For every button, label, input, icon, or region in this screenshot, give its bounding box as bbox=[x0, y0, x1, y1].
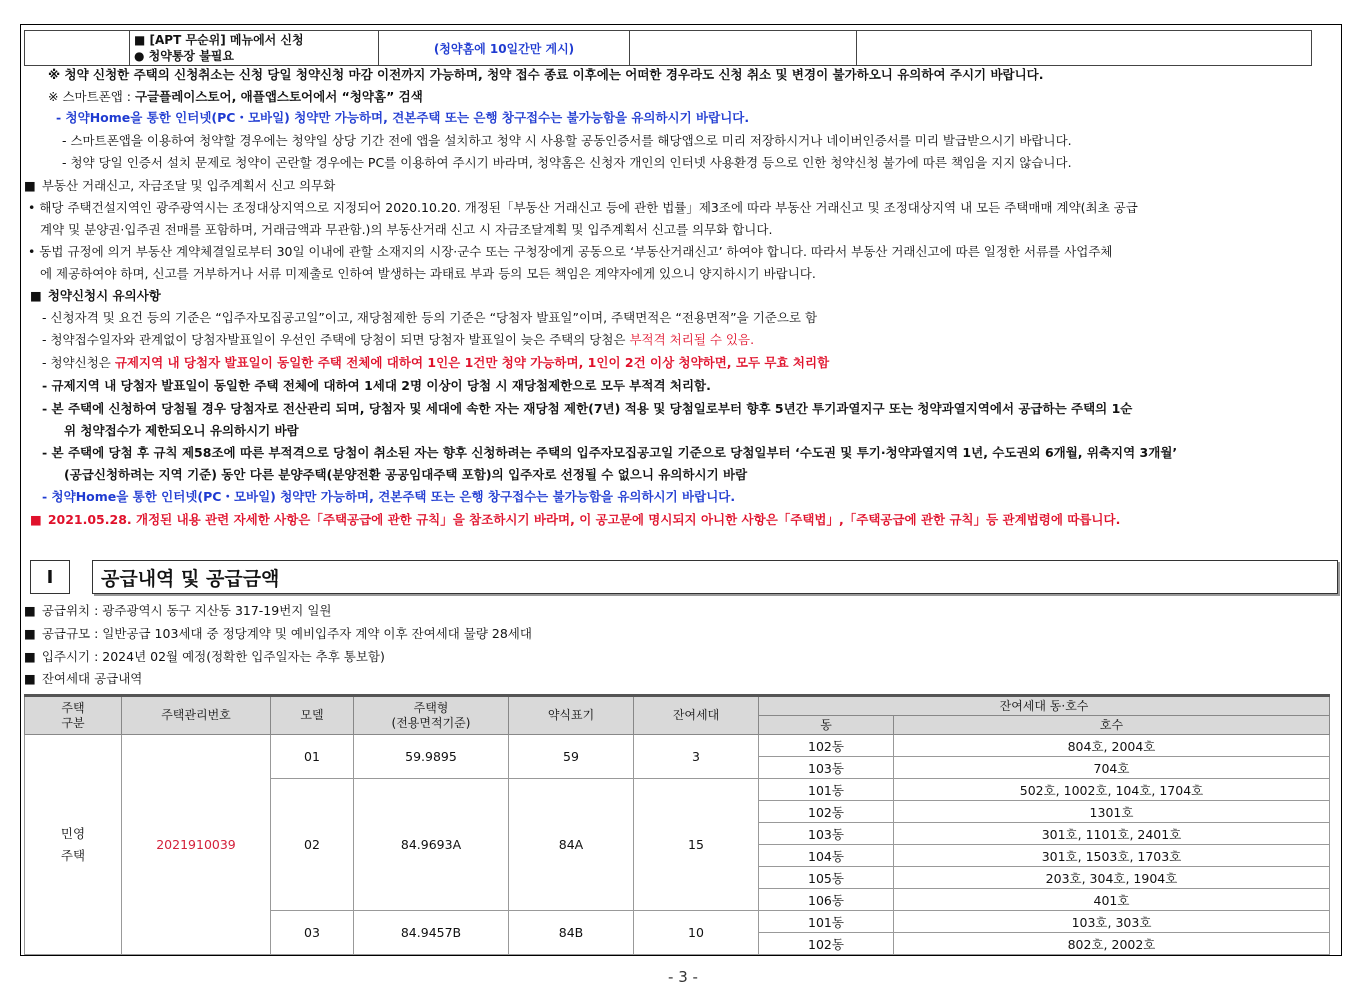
header-mgmt-no: 주택관리번호 bbox=[122, 696, 271, 735]
ho-cell: 502호, 1002호, 104호, 1704호 bbox=[894, 779, 1330, 801]
ho-cell: 301호, 1503호, 1703호 bbox=[894, 845, 1330, 867]
section-title: 공급내역 및 공급금액 bbox=[92, 560, 1338, 594]
ho-cell: 704호 bbox=[894, 757, 1330, 779]
caution-c5b: 위 청약접수가 제한되오니 유의하시기 바람 bbox=[64, 423, 299, 438]
note-app: ※ 스마트폰앱 : 구글플레이스토어, 애플앱스토어에서 “청약홈” 검색 bbox=[48, 89, 423, 104]
dong-cell: 106동 bbox=[759, 889, 894, 911]
header-model: 모델 bbox=[271, 696, 354, 735]
ho-cell: 804호, 2004호 bbox=[894, 735, 1330, 757]
ho-cell: 301호, 1101호, 2401호 bbox=[894, 823, 1330, 845]
note-online-only: - 청약Home을 통한 인터넷(PC・모바일) 청약만 가능하며, 견본주택 또는 은행 창구접수는 불가능함을 유의하시기 바랍니다. bbox=[56, 110, 750, 125]
realestate-heading: ■ 부동산 거래신고, 자금조달 및 입주계획서 신고 의무화 bbox=[24, 177, 335, 195]
realestate-p1a: • 해당 주택건설지역인 광주광역시는 조정대상지역으로 지정되어 2020.10.20. 개정된「부동산 거래신고 등에 관한 법률」제3조에 따라 부동산 거래신고 및 조정대상지역 내 모든 주택매매 계약(최초 공급 bbox=[28, 200, 1138, 215]
caution-c1: - 신청자격 및 요건 등의 기준은 “입주자모집공고일”이고, 재당첨제한 등의 기준은 “당첨자 발표일”이며, 주택면적은 “전용면적”을 기준으로 함 bbox=[42, 310, 818, 325]
ho-cell: 103호, 303호 bbox=[894, 911, 1330, 933]
model-cell: 03 bbox=[271, 911, 354, 955]
area-cell: 59.9895 bbox=[354, 735, 509, 779]
top-table-method-cell bbox=[130, 31, 379, 66]
short-cell: 59 bbox=[509, 735, 634, 779]
header-short: 약식표기 bbox=[509, 696, 634, 735]
header-dong: 동 bbox=[759, 716, 894, 735]
note-cancel: ※ 청약 신청한 주택의 신청취소는 신청 당일 청약신청 마감 이전까지 가능하며, 청약 접수 종료 이후에는 어떠한 경우라도 신청 취소 및 변경이 불가하오니 유의하여 주시기 바랍니다. bbox=[48, 67, 1044, 82]
ho-cell: 1301호 bbox=[894, 801, 1330, 823]
posting-period-text: (청약홈에 10일간만 게시) bbox=[379, 31, 630, 66]
mgmt-no-cell: 2021910039 bbox=[122, 735, 271, 955]
dong-cell: 101동 bbox=[759, 911, 894, 933]
caution-c4: - 규제지역 내 당첨자 발표일이 동일한 주택 전체에 대하여 1세대 2명 이상이 당첨 시 재당첨제한으로 모두 부적격 처리함. bbox=[42, 378, 711, 393]
ho-cell: 401호 bbox=[894, 889, 1330, 911]
caution-c7: - 청약Home을 통한 인터넷(PC・모바일) 청약만 가능하며, 견본주택 또는 은행 창구접수는 불가능함을 유의하시기 바랍니다. bbox=[42, 489, 736, 504]
caution-c2: - 청약접수일자와 관계없이 당첨자발표일이 우선인 주택에 당첨이 되면 당첨자 발표일이 늦은 주택의 당첨은 부적격 처리될 수 있음. bbox=[42, 332, 755, 347]
remain-cell: 15 bbox=[634, 779, 759, 911]
model-cell: 02 bbox=[271, 779, 354, 911]
summary-scale: ■ 공급규모 : 일반공급 103세대 중 정당계약 및 예비입주자 계약 이후 잔여세대 물량 28세대 bbox=[24, 625, 532, 643]
area-cell: 84.9457B bbox=[354, 911, 509, 955]
header-house-type: 주택 구분 bbox=[25, 696, 122, 735]
dong-cell: 104동 bbox=[759, 845, 894, 867]
short-cell: 84B bbox=[509, 911, 634, 955]
dong-cell: 105동 bbox=[759, 867, 894, 889]
top-table bbox=[24, 30, 1312, 66]
dong-cell: 103동 bbox=[759, 823, 894, 845]
house-type-cell: 민영 주택 bbox=[25, 735, 122, 955]
caution-c6b: (공급신청하려는 지역 기준) 동안 다른 분양주택(분양전환 공공임대주택 포함)의 입주자로 선정될 수 없으니 유의하시기 바람 bbox=[64, 467, 748, 482]
note-smartphone: - 스마트폰앱을 이용하여 청약할 경우에는 청약일 상당 기간 전에 앱을 설치하고 청약 시 사용할 공동인증서를 해당앱으로 미리 저장하시거나 네이버인증서를 미리 발급받으시기 바랍니다. bbox=[62, 133, 1072, 148]
dong-cell: 102동 bbox=[759, 801, 894, 823]
dong-cell: 103동 bbox=[759, 757, 894, 779]
caution-c5a: - 본 주택에 신청하여 당첨될 경우 당첨자로 전산관리 되며, 당첨자 및 세대에 속한 자는 재당첨 제한(7년) 적용 및 당첨일로부터 향후 5년간 투기과열지구 또는 청약과열지역에서 공급하는 주택의 1순 bbox=[42, 401, 1133, 416]
section-number: I bbox=[30, 560, 70, 594]
caution-c8: ■ 2021.05.28. 개정된 내용 관련 자세한 사항은「주택공급에 관한 규칙」을 참조하시기 바라며, 이 공고문에 명시되지 아니한 사항은「주택법」,「주택공급에 관한 규칙」등 관계법령에 따릅니다. bbox=[30, 511, 1120, 529]
remain-cell: 3 bbox=[634, 735, 759, 779]
header-house-size: 주택형 (전용면적기준) bbox=[354, 696, 509, 735]
note-pc: - 청약 당일 인증서 설치 문제로 청약이 곤란할 경우에는 PC를 이용하여 주시기 바라며, 청약홈은 신청자 개인의 인터넷 사용환경 등으로 인한 청약신청 불가에 따른 책임을 지지 않습니다. bbox=[62, 155, 1072, 170]
page-number: - 3 - bbox=[668, 968, 698, 986]
realestate-p1b: 계약 및 분양권·입주권 전매를 포함하며, 거래금액과 무관함.)의 부동산거래 신고 시 자금조달계획 및 입주계획서 신고를 의무화 합니다. bbox=[40, 222, 773, 237]
caution-c3: - 청약신청은 규제지역 내 당첨자 발표일이 동일한 주택 전체에 대하여 1인은 1건만 청약 가능하며, 1인이 2건 이상 청약하면, 모두 무효 처리함 bbox=[42, 355, 830, 370]
supply-table bbox=[24, 694, 1330, 955]
table-row bbox=[25, 735, 1330, 757]
ho-cell: 802호, 2002호 bbox=[894, 933, 1330, 955]
model-cell: 01 bbox=[271, 735, 354, 779]
no-account-text: ● 청약통장 불필요 bbox=[134, 49, 234, 63]
summary-movein: ■ 입주시기 : 2024년 02월 예정(정확한 입주일자는 추후 통보함) bbox=[24, 648, 385, 666]
header-remaining: 잔여세대 bbox=[634, 696, 759, 735]
area-cell: 84.9693A bbox=[354, 779, 509, 911]
summary-remaining: ■ 잔여세대 공급내역 bbox=[24, 670, 142, 688]
realestate-p2a: • 동법 규정에 의거 부동산 계약체결일로부터 30일 이내에 관할 소재지의 시장·군수 또는 구청장에게 공동으로 ‘부동산거래신고’ 하여야 합니다. 따라서 부동산 거래신고에 따른 일정한 서류를 사업주체 bbox=[28, 244, 1113, 259]
apt-menu-text: ■ [APT 무순위] 메뉴에서 신청 bbox=[134, 33, 304, 47]
dong-cell: 102동 bbox=[759, 933, 894, 955]
realestate-p2b: 에 제공하여야 하며, 신고를 거부하거나 서류 미제출로 인하여 발생하는 과태료 부과 등의 모든 책임은 계약자에게 있으니 양지하시기 바랍니다. bbox=[40, 266, 816, 281]
remain-cell: 10 bbox=[634, 911, 759, 955]
ho-cell: 203호, 304호, 1904호 bbox=[894, 867, 1330, 889]
short-cell: 84A bbox=[509, 779, 634, 911]
caution-c6a: - 본 주택에 당첨 후 규칙 제58조에 따른 부적격으로 당첨이 취소된 자는 향후 신청하려는 주택의 입주자모집공고일 기준으로 당첨일부터 ‘수도권 및 투기·청약과열지역 1년, 수도권외 6개월, 위축지역 3개월’ bbox=[42, 445, 1178, 460]
summary-location: ■ 공급위치 : 광주광역시 동구 지산동 317-19번지 일원 bbox=[24, 602, 332, 620]
dong-cell: 101동 bbox=[759, 779, 894, 801]
header-ho: 호수 bbox=[894, 716, 1330, 735]
header-units: 잔여세대 동·호수 bbox=[759, 696, 1330, 716]
caution-heading: ■ 청약신청시 유의사항 bbox=[30, 287, 161, 305]
dong-cell: 102동 bbox=[759, 735, 894, 757]
